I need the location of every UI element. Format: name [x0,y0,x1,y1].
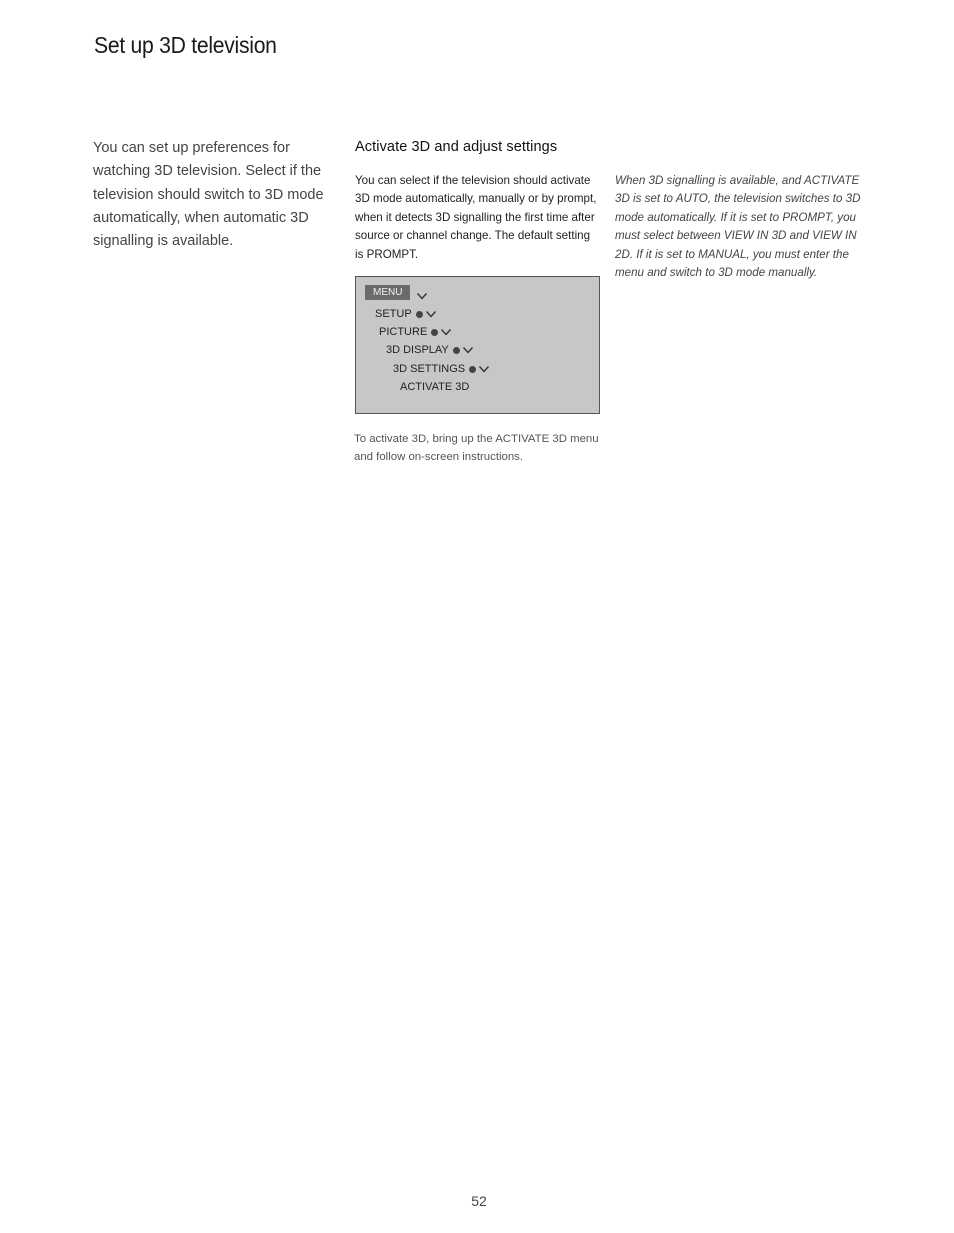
menu-caption: To activate 3D, bring up the ACTIVATE 3D menu and follow on-screen instructions. [354,433,599,464]
menu-root-label: MENU [365,285,410,300]
menu-item-setup [375,306,437,322]
menu-item-activate-3d [400,379,469,395]
menu-item-label: PICTURE [379,326,428,338]
chevron-down-icon [416,291,428,301]
page-title: Set up 3D television [94,32,277,58]
chevron-down-icon [462,345,474,355]
intro-text: You can set up preferences for watching 3D television. Select if the television should switch to 3D mode automatically, when automatic 3D signalling is available. [93,140,324,250]
dot-icon [431,329,438,336]
dot-icon [469,366,476,373]
menu-root-row [365,284,428,300]
menu-item-3d-settings [393,361,490,377]
page-number: 52 [471,1193,487,1209]
menu-item-label: SETUP [375,308,412,320]
menu-item-label: 3D SETTINGS [393,363,466,375]
side-note-text: When 3D signalling is available, and ACTIVATE 3D is set to AUTO, the television switches to 3D mode automatically. If it is set to PROMPT, you must select between VIEW IN 3D and VIEW IN 2D. If it is set to MANUAL, you must enter the menu and switch to 3D mode manually. [615,174,861,280]
menu-item-label: 3D DISPLAY [386,344,449,356]
menu-item-3d-display [386,342,474,358]
chevron-down-icon [425,309,437,319]
chevron-down-icon [440,327,452,337]
section-heading: Activate 3D and adjust settings [355,139,558,155]
menu-item-label: ACTIVATE 3D [400,381,470,393]
menu-path-diagram [355,276,600,414]
chevron-down-icon [478,364,490,374]
section-body-text: You can select if the television should activate 3D mode automatically, manually or by prompt, when it detects 3D signalling the first time after source or channel change. The default setting is PROMPT. [355,174,597,261]
dot-icon [416,311,423,318]
dot-icon [453,347,460,354]
menu-item-picture [379,324,452,340]
